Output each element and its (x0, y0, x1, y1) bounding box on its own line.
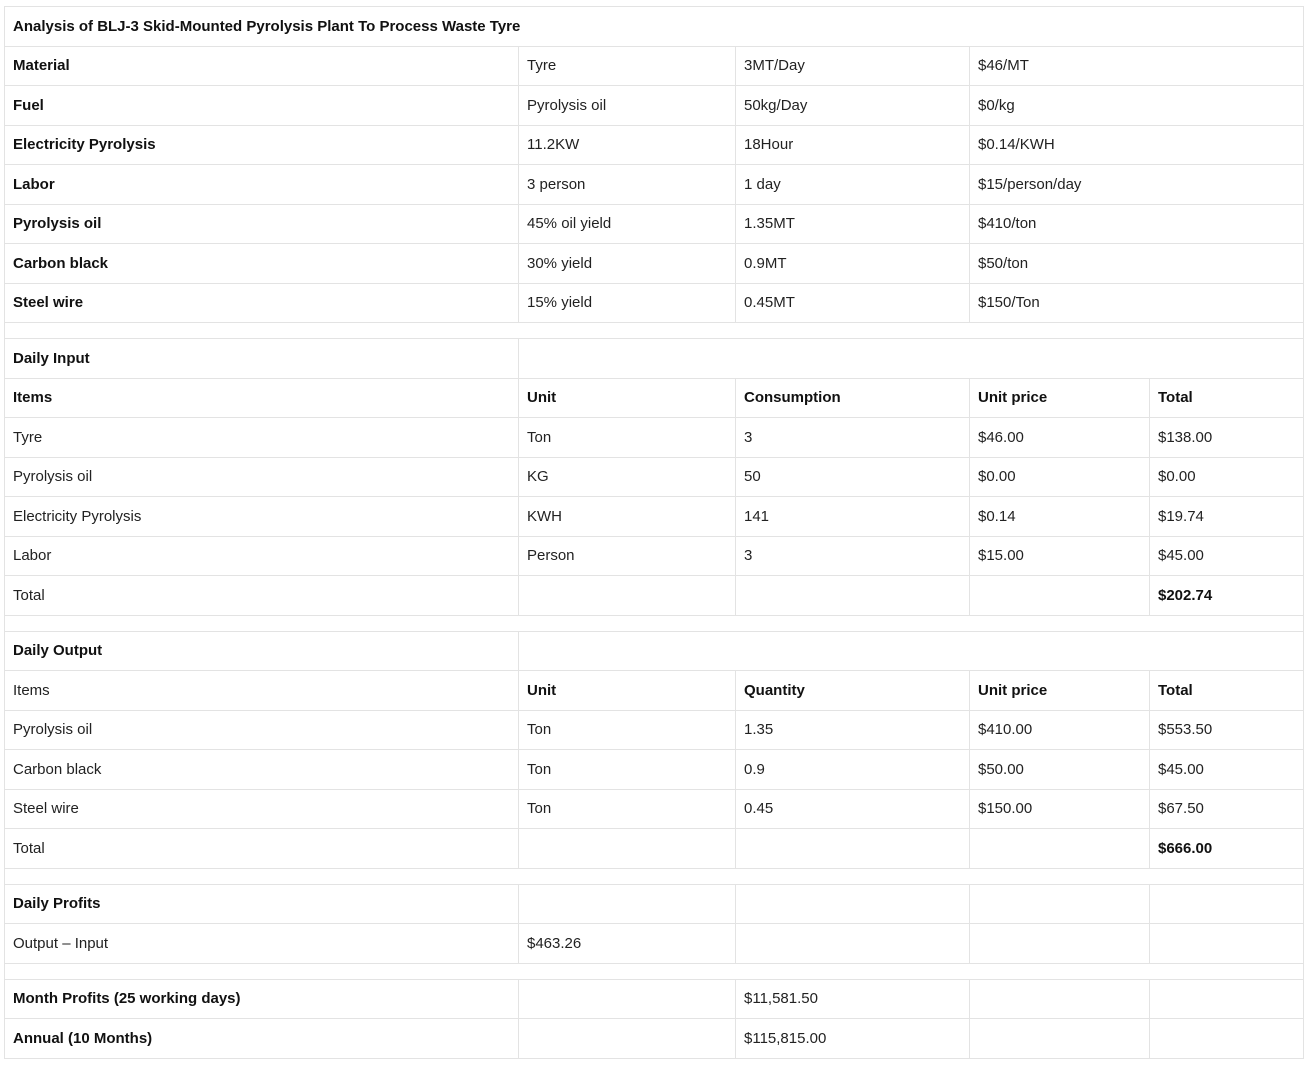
table-cell: Pyrolysis oil (5, 457, 519, 497)
column-header: Consumption (736, 378, 970, 418)
profit-label: Output – Input (5, 924, 519, 964)
table-cell: $45.00 (1150, 536, 1304, 576)
overview-label: Material (5, 46, 519, 86)
overview-value: $410/ton (970, 204, 1304, 244)
table-cell: Ton (519, 418, 736, 458)
table-cell: KG (519, 457, 736, 497)
empty-cell (970, 829, 1150, 869)
overview-value: Pyrolysis oil (519, 86, 736, 126)
overview-value: $0.14/KWH (970, 125, 1304, 165)
table-cell: 0.45 (736, 789, 970, 829)
table-cell: $15.00 (970, 536, 1150, 576)
overview-value: 3 person (519, 165, 736, 205)
total-value: $666.00 (1150, 829, 1304, 869)
overview-row-steel-wire (5, 283, 1304, 323)
overview-value: $0/kg (970, 86, 1304, 126)
overview-row-electricity (5, 125, 1304, 165)
overview-label: Electricity Pyrolysis (5, 125, 519, 165)
table-cell: 50 (736, 457, 970, 497)
table-cell: Carbon black (5, 750, 519, 790)
overview-value: $50/ton (970, 244, 1304, 284)
overview-label: Fuel (5, 86, 519, 126)
section-heading: Daily Output (5, 631, 519, 671)
overview-value: $150/Ton (970, 283, 1304, 323)
table-row (5, 536, 1304, 576)
daily-profits-heading-row (5, 884, 1304, 924)
column-header: Unit price (970, 378, 1150, 418)
table-cell: 3 (736, 536, 970, 576)
table-cell: $553.50 (1150, 710, 1304, 750)
overview-value: 1 day (736, 165, 970, 205)
table-cell: $150.00 (970, 789, 1150, 829)
table-cell: 1.35 (736, 710, 970, 750)
table-row (5, 497, 1304, 537)
overview-value: 18Hour (736, 125, 970, 165)
table-cell: $67.50 (1150, 789, 1304, 829)
table-row (5, 418, 1304, 458)
spacer-row (5, 323, 1304, 339)
empty-cell (1150, 884, 1304, 924)
overview-value: $46/MT (970, 46, 1304, 86)
overview-label: Pyrolysis oil (5, 204, 519, 244)
annual-label: Annual (10 Months) (5, 1019, 519, 1059)
table-cell: Steel wire (5, 789, 519, 829)
empty-cell (970, 1019, 1150, 1059)
table-cell: Electricity Pyrolysis (5, 497, 519, 537)
daily-input-heading-row (5, 339, 1304, 379)
column-header: Items (5, 671, 519, 711)
empty-cell (519, 979, 736, 1019)
table-cell: KWH (519, 497, 736, 537)
table-cell: $0.00 (1150, 457, 1304, 497)
empty-cell (519, 339, 1304, 379)
spacer-row (5, 963, 1304, 979)
table-row (5, 710, 1304, 750)
daily-output-header-row (5, 671, 1304, 711)
table-cell: Tyre (5, 418, 519, 458)
column-header: Unit price (970, 671, 1150, 711)
table-cell: $410.00 (970, 710, 1150, 750)
empty-cell (519, 576, 736, 616)
column-header: Unit (519, 671, 736, 711)
overview-row-pyrolysis-oil (5, 204, 1304, 244)
daily-profits-row (5, 924, 1304, 964)
table-cell: $46.00 (970, 418, 1150, 458)
overview-row-carbon-black (5, 244, 1304, 284)
overview-value: 30% yield (519, 244, 736, 284)
annual-profits-row (5, 1019, 1304, 1059)
table-cell: $138.00 (1150, 418, 1304, 458)
daily-output-total-row (5, 829, 1304, 869)
annual-value: $115,815.00 (736, 1019, 970, 1059)
table-cell: 141 (736, 497, 970, 537)
profit-value: $463.26 (519, 924, 736, 964)
table-cell: 0.9 (736, 750, 970, 790)
spacer-cell (5, 323, 1304, 339)
empty-cell (1150, 979, 1304, 1019)
overview-value: 1.35MT (736, 204, 970, 244)
overview-value: 45% oil yield (519, 204, 736, 244)
table-cell: $50.00 (970, 750, 1150, 790)
empty-cell (970, 924, 1150, 964)
title-row (5, 7, 1304, 47)
table-cell: Ton (519, 750, 736, 790)
total-label: Total (5, 829, 519, 869)
empty-cell (519, 631, 1304, 671)
empty-cell (736, 924, 970, 964)
table-row (5, 750, 1304, 790)
empty-cell (970, 576, 1150, 616)
overview-row-fuel (5, 86, 1304, 126)
daily-output-heading-row (5, 631, 1304, 671)
month-profits-row (5, 979, 1304, 1019)
month-profits-value: $11,581.50 (736, 979, 970, 1019)
empty-cell (519, 884, 736, 924)
column-header: Total (1150, 671, 1304, 711)
table-cell: Pyrolysis oil (5, 710, 519, 750)
overview-label: Steel wire (5, 283, 519, 323)
table-cell: 3 (736, 418, 970, 458)
column-header: Quantity (736, 671, 970, 711)
table-cell: $19.74 (1150, 497, 1304, 537)
table-cell: Ton (519, 789, 736, 829)
column-header: Items (5, 378, 519, 418)
spacer-cell (5, 963, 1304, 979)
overview-value: 0.9MT (736, 244, 970, 284)
month-profits-label: Month Profits (25 working days) (5, 979, 519, 1019)
spacer-row (5, 868, 1304, 884)
empty-cell (519, 1019, 736, 1059)
empty-cell (736, 829, 970, 869)
analysis-table-container (4, 6, 1303, 1059)
column-header: Total (1150, 378, 1304, 418)
overview-value: 50kg/Day (736, 86, 970, 126)
table-title: Analysis of BLJ-3 Skid-Mounted Pyrolysis Plant To Process Waste Tyre (5, 7, 1304, 47)
empty-cell (736, 576, 970, 616)
spacer-row (5, 615, 1304, 631)
column-header: Unit (519, 378, 736, 418)
total-value: $202.74 (1150, 576, 1304, 616)
overview-label: Labor (5, 165, 519, 205)
overview-row-labor (5, 165, 1304, 205)
overview-label: Carbon black (5, 244, 519, 284)
overview-value: 0.45MT (736, 283, 970, 323)
table-row (5, 789, 1304, 829)
section-heading: Daily Input (5, 339, 519, 379)
daily-input-header-row (5, 378, 1304, 418)
overview-value: 15% yield (519, 283, 736, 323)
overview-value: 11.2KW (519, 125, 736, 165)
total-label: Total (5, 576, 519, 616)
overview-value: Tyre (519, 46, 736, 86)
analysis-table (4, 6, 1304, 1059)
empty-cell (736, 884, 970, 924)
empty-cell (1150, 1019, 1304, 1059)
table-row (5, 457, 1304, 497)
spacer-cell (5, 868, 1304, 884)
empty-cell (970, 884, 1150, 924)
section-heading: Daily Profits (5, 884, 519, 924)
table-cell: $0.00 (970, 457, 1150, 497)
daily-input-total-row (5, 576, 1304, 616)
empty-cell (1150, 924, 1304, 964)
empty-cell (970, 979, 1150, 1019)
table-cell: $45.00 (1150, 750, 1304, 790)
overview-value: 3MT/Day (736, 46, 970, 86)
table-cell: $0.14 (970, 497, 1150, 537)
table-cell: Labor (5, 536, 519, 576)
overview-row-material (5, 46, 1304, 86)
table-cell: Person (519, 536, 736, 576)
empty-cell (519, 829, 736, 869)
spacer-cell (5, 615, 1304, 631)
overview-value: $15/person/day (970, 165, 1304, 205)
table-cell: Ton (519, 710, 736, 750)
